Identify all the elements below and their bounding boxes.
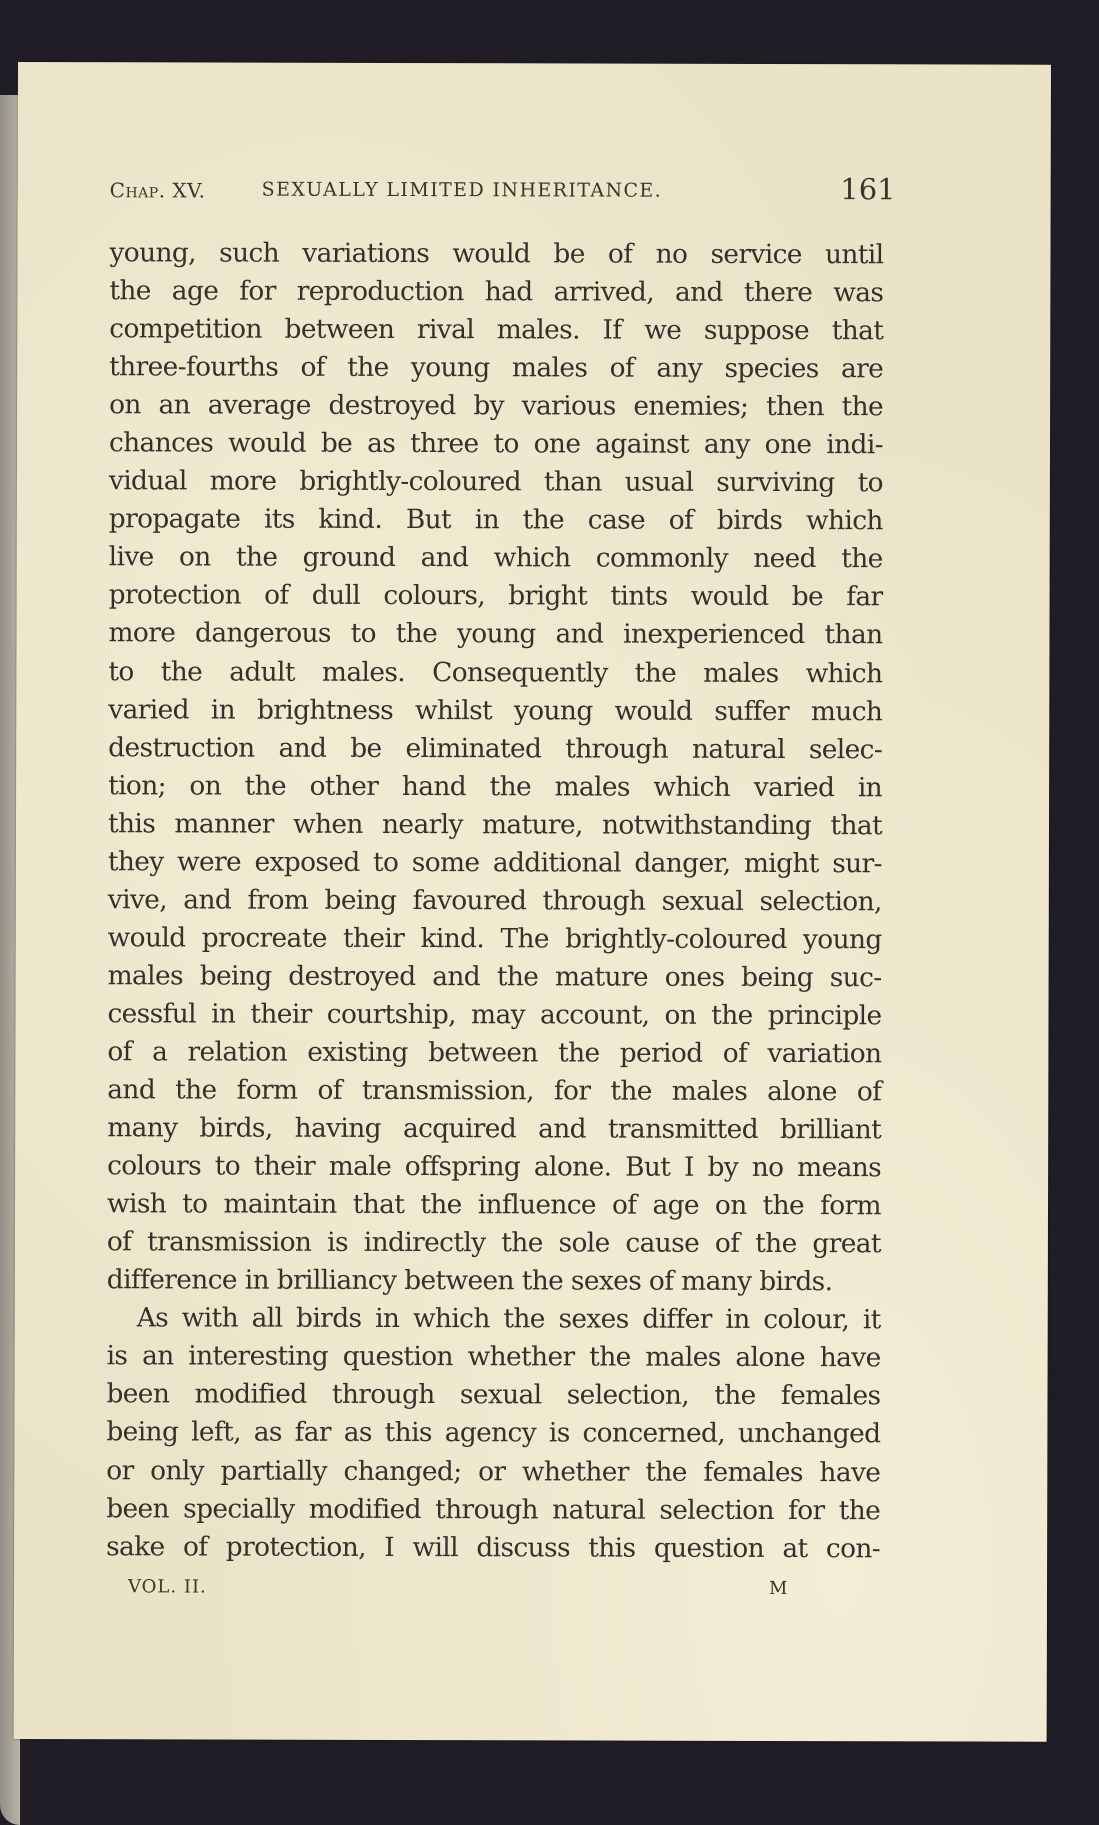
text-line: chances would be as three to one against any one indi-: [108, 427, 884, 461]
text-line: competition between rival males. If we suppose that: [109, 313, 884, 347]
text-line: of a relation existing between the period of variation: [107, 1036, 882, 1070]
text-line: young, such variations would be of no service until: [109, 237, 884, 271]
text-line: being left, as far as this agency is concerned, unchanged: [106, 1416, 881, 1450]
book-page: [14, 62, 1051, 1742]
text-line: to the adult males. Consequently the males which: [108, 655, 883, 689]
signature-mark: M: [768, 1577, 788, 1600]
text-line: colours to their male offspring alone. But I by no means: [107, 1150, 882, 1184]
text-line: protection of dull colours, bright tints would be far: [108, 579, 883, 613]
text-line: difference in brilliancy between the sexes of many birds.: [106, 1264, 833, 1298]
text-line: propagate its kind. But in the case of birds which: [108, 503, 883, 537]
text-line: more dangerous to the young and inexperienced than: [108, 617, 883, 651]
text-line: this manner when nearly mature, notwithstanding that: [107, 807, 883, 841]
volume-label: VOL. II.: [127, 1576, 207, 1598]
running-title: SEXUALLY LIMITED INHERITANCE.: [261, 178, 663, 202]
page-footer: [106, 1576, 880, 1608]
text-line: vidual more brightly-coloured than usual surviving to: [108, 465, 883, 499]
text-line-paragraph-start: As with all birds in which the sexes differ in colour, it: [136, 1302, 881, 1336]
body-text: [106, 234, 883, 1568]
text-line: vive, and from being favoured through sexual selection,: [107, 884, 882, 918]
page-number: 161: [840, 172, 896, 207]
chapter-label: Chap. XV.: [109, 178, 206, 203]
text-line: they were exposed to some additional danger, might sur-: [107, 845, 882, 880]
text-line: of transmission is indirectly the sole cause of the great: [106, 1226, 881, 1260]
text-line: sake of protection, I will discuss this question at con-: [106, 1530, 881, 1564]
text-line: three-fourths of the young males of any species are: [109, 351, 884, 385]
text-line: on an average destroyed by various enemies; then the: [109, 389, 884, 423]
running-head: [110, 168, 896, 210]
text-line: many birds, having acquired and transmitted brilliant: [107, 1112, 882, 1146]
text-line: would procreate their kind. The brightly-coloured young: [107, 922, 882, 956]
text-line: the age for reproduction had arrived, and there was: [109, 275, 884, 309]
text-line: varied in brightness whilst young would suffer much: [108, 693, 883, 727]
text-line: tion; on the other hand the males which varied in: [108, 769, 883, 803]
text-line: been specially modified through natural selection for the: [106, 1492, 881, 1526]
text-line: wish to maintain that the influence of age on the form: [106, 1188, 882, 1222]
text-line: cessful in their courtship, may account, on the principle: [107, 998, 882, 1032]
text-line: or only partially changed; or whether the females have: [106, 1454, 881, 1488]
text-line: males being destroyed and the mature ones being suc-: [107, 960, 882, 994]
text-line: and the form of transmission, for the males alone of: [107, 1074, 882, 1108]
text-line: live on the ground and which commonly need the: [108, 541, 883, 575]
text-line: destruction and be eliminated through natural selec-: [108, 731, 883, 765]
text-line: been modified through sexual selection, the females: [106, 1378, 881, 1412]
text-line: is an interesting question whether the males alone have: [106, 1340, 881, 1374]
